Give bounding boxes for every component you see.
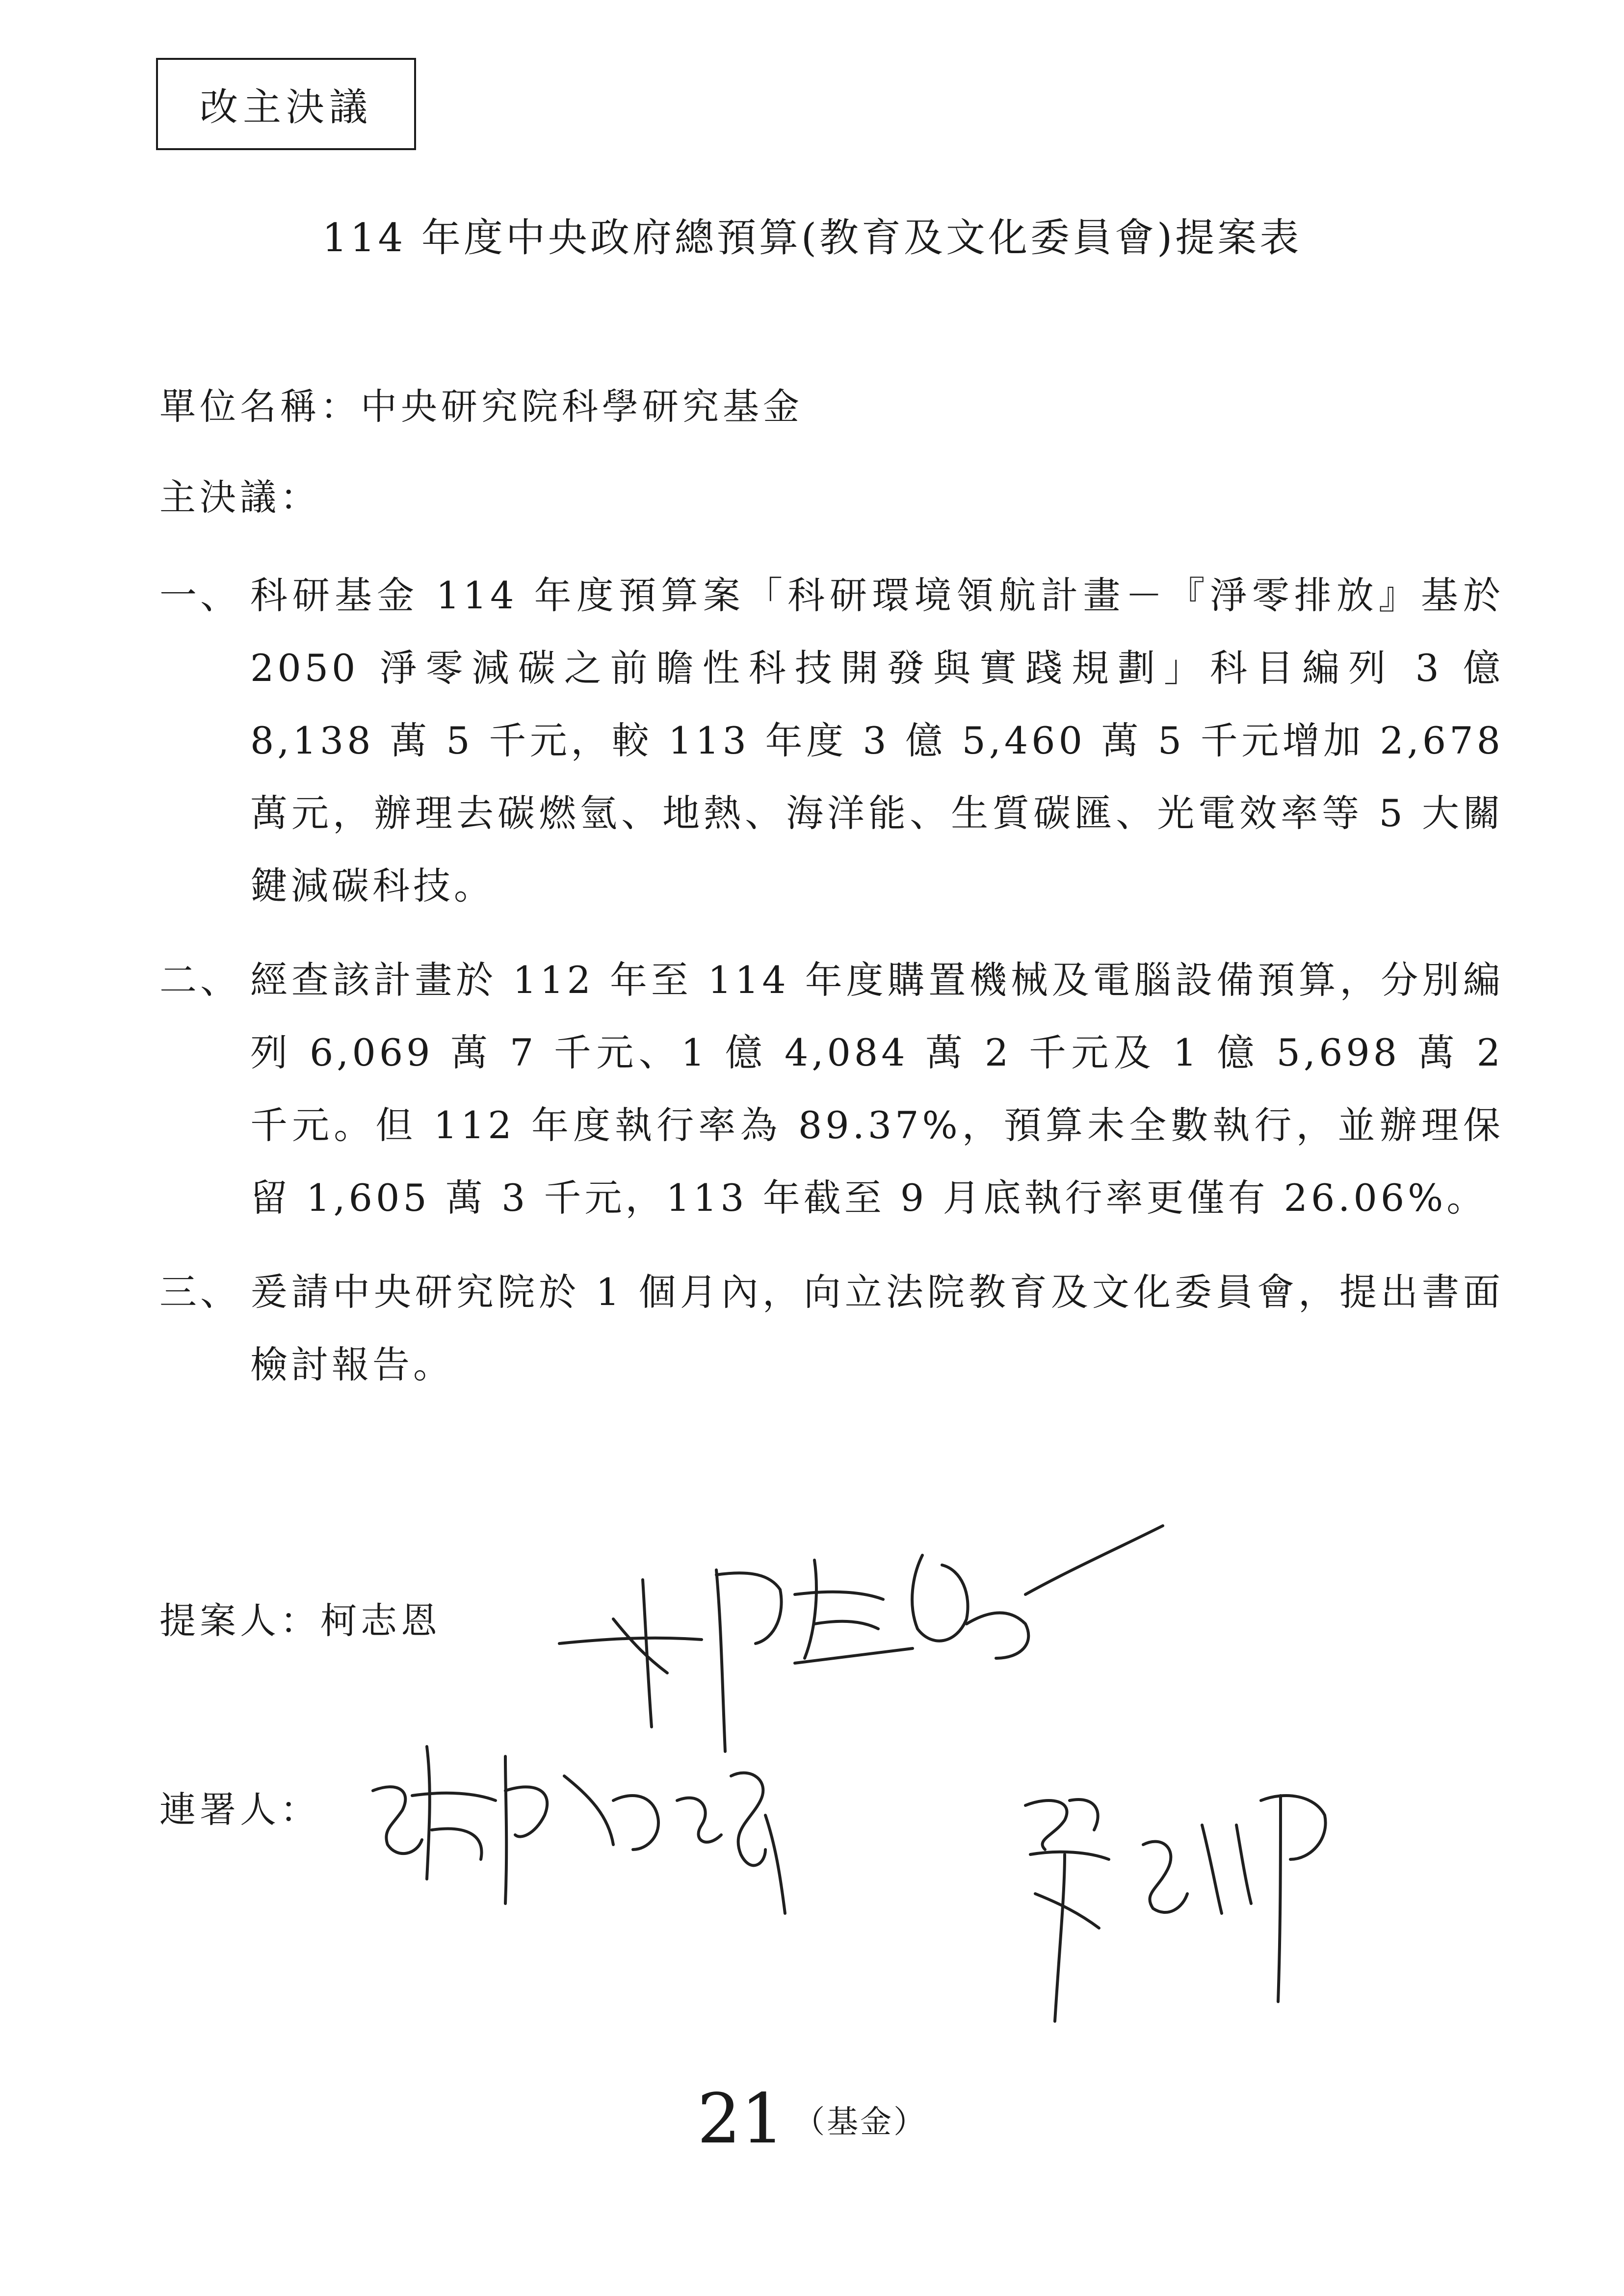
item-number: 二、 [159, 958, 241, 1002]
proposer-name: 柯志恩 [320, 1600, 441, 1642]
page-number-value: 21 [697, 2079, 785, 2159]
resolution-item [159, 559, 1504, 922]
unit-label: 單位名稱： [159, 386, 361, 428]
page-number [0, 2080, 1624, 2162]
unit-name: 中央研究院科學研究基金 [361, 386, 803, 428]
cosigner-signature-1 [358, 1717, 800, 1928]
resolution-item [159, 944, 1504, 1234]
cosigner-label: 連署人： [159, 1789, 320, 1831]
item-text: 科研基金 114 年度預算案「科研環境領航計畫－『淨零排放』基於 2050 淨零減碳之前瞻性科技開發與實踐規劃」科目編列 3 億 8,138 萬 5 千元，較 113 年度 3 億 5,460 萬 5 千元增加 2,678 萬元，辦理去碳燃氫、地熱、海洋能、生質碳匯、光電效率等 5 大關鍵減碳科技。 [250, 574, 1504, 908]
resolution-label: 主決議： [159, 476, 320, 519]
item-text: 經查該計畫於 112 年至 114 年度購置機械及電腦設備預算，分別編列 6,069 萬 7 千元、1 億 4,084 萬 2 千元及 1 億 5,698 萬 2 千元。但 112 年度執行率為 89.37%，預算未全數執行，並辦理保留 1,605 萬 3 千元，113 年截至 9 月底執行率更僅有 26.06%。 [250, 958, 1504, 1220]
resolution-item [159, 1256, 1504, 1401]
unit-line [159, 378, 803, 430]
document-title: 114 年度中央政府總預算(教育及文化委員會)提案表 [322, 215, 1302, 261]
item-text: 爰請中央研究院於 1 個月內，向立法院教育及文化委員會，提出書面檢討報告。 [250, 1270, 1504, 1386]
page-number-suffix: （基金） [793, 2104, 927, 2140]
resolution-items [159, 559, 1504, 1423]
proposer-label: 提案人： [159, 1600, 320, 1642]
item-number: 三、 [159, 1270, 241, 1314]
amended-resolution-stamp [156, 58, 416, 150]
stamp-label: 改主決議 [199, 85, 372, 130]
proposer-line [159, 1592, 441, 1644]
cosigner-signature-2 [1006, 1766, 1379, 2041]
item-number: 一、 [159, 574, 241, 617]
